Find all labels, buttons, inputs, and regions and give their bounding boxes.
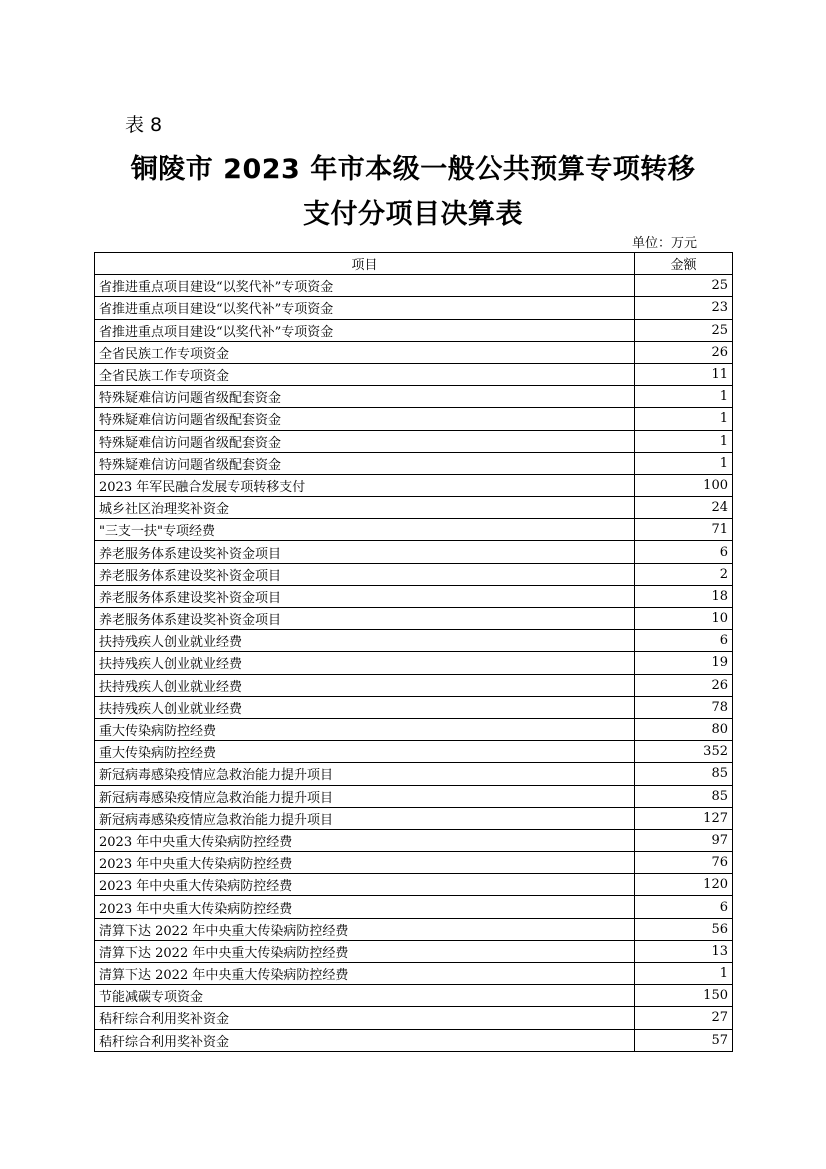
table-row <box>95 874 733 896</box>
row-amount: 1 <box>635 430 733 452</box>
row-item-name: 新冠病毒感染疫情应急救治能力提升项目 <box>95 807 635 829</box>
table-row <box>95 386 733 408</box>
row-amount: 1 <box>635 963 733 985</box>
row-item-name: 2023 年中央重大传染病防控经费 <box>95 874 635 896</box>
row-amount: 19 <box>635 652 733 674</box>
table-number: 表 8 <box>125 114 163 136</box>
table-row <box>95 785 733 807</box>
row-amount: 76 <box>635 852 733 874</box>
table-row <box>95 896 733 918</box>
row-item-name: 全省民族工作专项资金 <box>95 341 635 363</box>
table-row <box>95 1007 733 1029</box>
row-item-name: 养老服务体系建设奖补资金项目 <box>95 563 635 585</box>
row-item-name: 秸秆综合利用奖补资金 <box>95 1007 635 1029</box>
table-row <box>95 474 733 496</box>
page-title-line-2: 支付分项目决算表 <box>303 199 523 230</box>
table-row <box>95 430 733 452</box>
row-item-name: 重大传染病防控经费 <box>95 741 635 763</box>
row-amount: 85 <box>635 763 733 785</box>
row-item-name: 2023 年中央重大传染病防控经费 <box>95 896 635 918</box>
table-row <box>95 696 733 718</box>
row-item-name: 城乡社区治理奖补资金 <box>95 497 635 519</box>
table-row <box>95 363 733 385</box>
row-item-name: 特殊疑难信访问题省级配套资金 <box>95 386 635 408</box>
row-amount: 26 <box>635 674 733 696</box>
row-item-name: 2023 年军民融合发展专项转移支付 <box>95 474 635 496</box>
row-amount: 6 <box>635 896 733 918</box>
row-item-name: 清算下达 2022 年中央重大传染病防控经费 <box>95 918 635 940</box>
table-row <box>95 341 733 363</box>
row-amount: 120 <box>635 874 733 896</box>
row-amount: 150 <box>635 985 733 1007</box>
table-row <box>95 918 733 940</box>
table-row <box>95 674 733 696</box>
row-item-name: 省推进重点项目建设“以奖代补”专项资金 <box>95 319 635 341</box>
row-amount: 2 <box>635 563 733 585</box>
table-row <box>95 275 733 297</box>
row-amount: 25 <box>635 275 733 297</box>
row-item-name: 全省民族工作专项资金 <box>95 363 635 385</box>
table-row <box>95 497 733 519</box>
table-row <box>95 319 733 341</box>
table-row <box>95 807 733 829</box>
table-row <box>95 585 733 607</box>
table-row <box>95 563 733 585</box>
table-row <box>95 829 733 851</box>
table-row <box>95 963 733 985</box>
budget-table <box>94 252 733 1052</box>
table-row <box>95 630 733 652</box>
row-amount: 78 <box>635 696 733 718</box>
row-amount: 13 <box>635 940 733 962</box>
row-amount: 1 <box>635 386 733 408</box>
row-item-name: 扶持残疾人创业就业经费 <box>95 630 635 652</box>
column-header-amount: 金额 <box>635 253 733 275</box>
row-item-name: 清算下达 2022 年中央重大传染病防控经费 <box>95 940 635 962</box>
row-amount: 85 <box>635 785 733 807</box>
table-row <box>95 718 733 740</box>
column-header-item: 项目 <box>95 253 635 275</box>
row-amount: 25 <box>635 319 733 341</box>
page-title-line-1: 铜陵市 2023 年市本级一般公共预算专项转移 <box>130 154 696 185</box>
row-amount: 1 <box>635 452 733 474</box>
table-row <box>95 763 733 785</box>
table-row <box>95 852 733 874</box>
row-amount: 100 <box>635 474 733 496</box>
table-row <box>95 408 733 430</box>
table-row <box>95 985 733 1007</box>
row-amount: 27 <box>635 1007 733 1029</box>
row-item-name: 特殊疑难信访问题省级配套资金 <box>95 430 635 452</box>
table-row <box>95 541 733 563</box>
row-amount: 56 <box>635 918 733 940</box>
row-item-name: 省推进重点项目建设“以奖代补”专项资金 <box>95 297 635 319</box>
table-row <box>95 940 733 962</box>
row-amount: 6 <box>635 630 733 652</box>
table-row <box>95 519 733 541</box>
table-header-row <box>95 253 733 275</box>
table-row <box>95 652 733 674</box>
table-row <box>95 1029 733 1051</box>
row-amount: 18 <box>635 585 733 607</box>
row-amount: 71 <box>635 519 733 541</box>
row-item-name: 省推进重点项目建设“以奖代补”专项资金 <box>95 275 635 297</box>
row-amount: 80 <box>635 718 733 740</box>
row-amount: 10 <box>635 608 733 630</box>
row-amount: 57 <box>635 1029 733 1051</box>
row-amount: 352 <box>635 741 733 763</box>
unit-label: 单位：万元 <box>632 236 698 251</box>
row-item-name: 养老服务体系建设奖补资金项目 <box>95 585 635 607</box>
row-item-name: 特殊疑难信访问题省级配套资金 <box>95 408 635 430</box>
row-amount: 97 <box>635 829 733 851</box>
row-item-name: 养老服务体系建设奖补资金项目 <box>95 541 635 563</box>
table-row <box>95 741 733 763</box>
row-item-name: 扶持残疾人创业就业经费 <box>95 696 635 718</box>
row-amount: 6 <box>635 541 733 563</box>
row-item-name: 特殊疑难信访问题省级配套资金 <box>95 452 635 474</box>
row-item-name: 扶持残疾人创业就业经费 <box>95 652 635 674</box>
row-item-name: 新冠病毒感染疫情应急救治能力提升项目 <box>95 763 635 785</box>
row-amount: 11 <box>635 363 733 385</box>
row-item-name: 2023 年中央重大传染病防控经费 <box>95 829 635 851</box>
row-item-name: 节能减碳专项资金 <box>95 985 635 1007</box>
row-item-name: 2023 年中央重大传染病防控经费 <box>95 852 635 874</box>
row-amount: 127 <box>635 807 733 829</box>
table-row <box>95 452 733 474</box>
row-amount: 26 <box>635 341 733 363</box>
row-item-name: 扶持残疾人创业就业经费 <box>95 674 635 696</box>
row-item-name: 养老服务体系建设奖补资金项目 <box>95 608 635 630</box>
row-item-name: 新冠病毒感染疫情应急救治能力提升项目 <box>95 785 635 807</box>
table-row <box>95 608 733 630</box>
row-item-name: 重大传染病防控经费 <box>95 718 635 740</box>
row-amount: 23 <box>635 297 733 319</box>
table-row <box>95 297 733 319</box>
row-amount: 1 <box>635 408 733 430</box>
row-item-name: 清算下达 2022 年中央重大传染病防控经费 <box>95 963 635 985</box>
row-item-name: 秸秆综合利用奖补资金 <box>95 1029 635 1051</box>
row-amount: 24 <box>635 497 733 519</box>
row-item-name: "三支一扶"专项经费 <box>95 519 635 541</box>
